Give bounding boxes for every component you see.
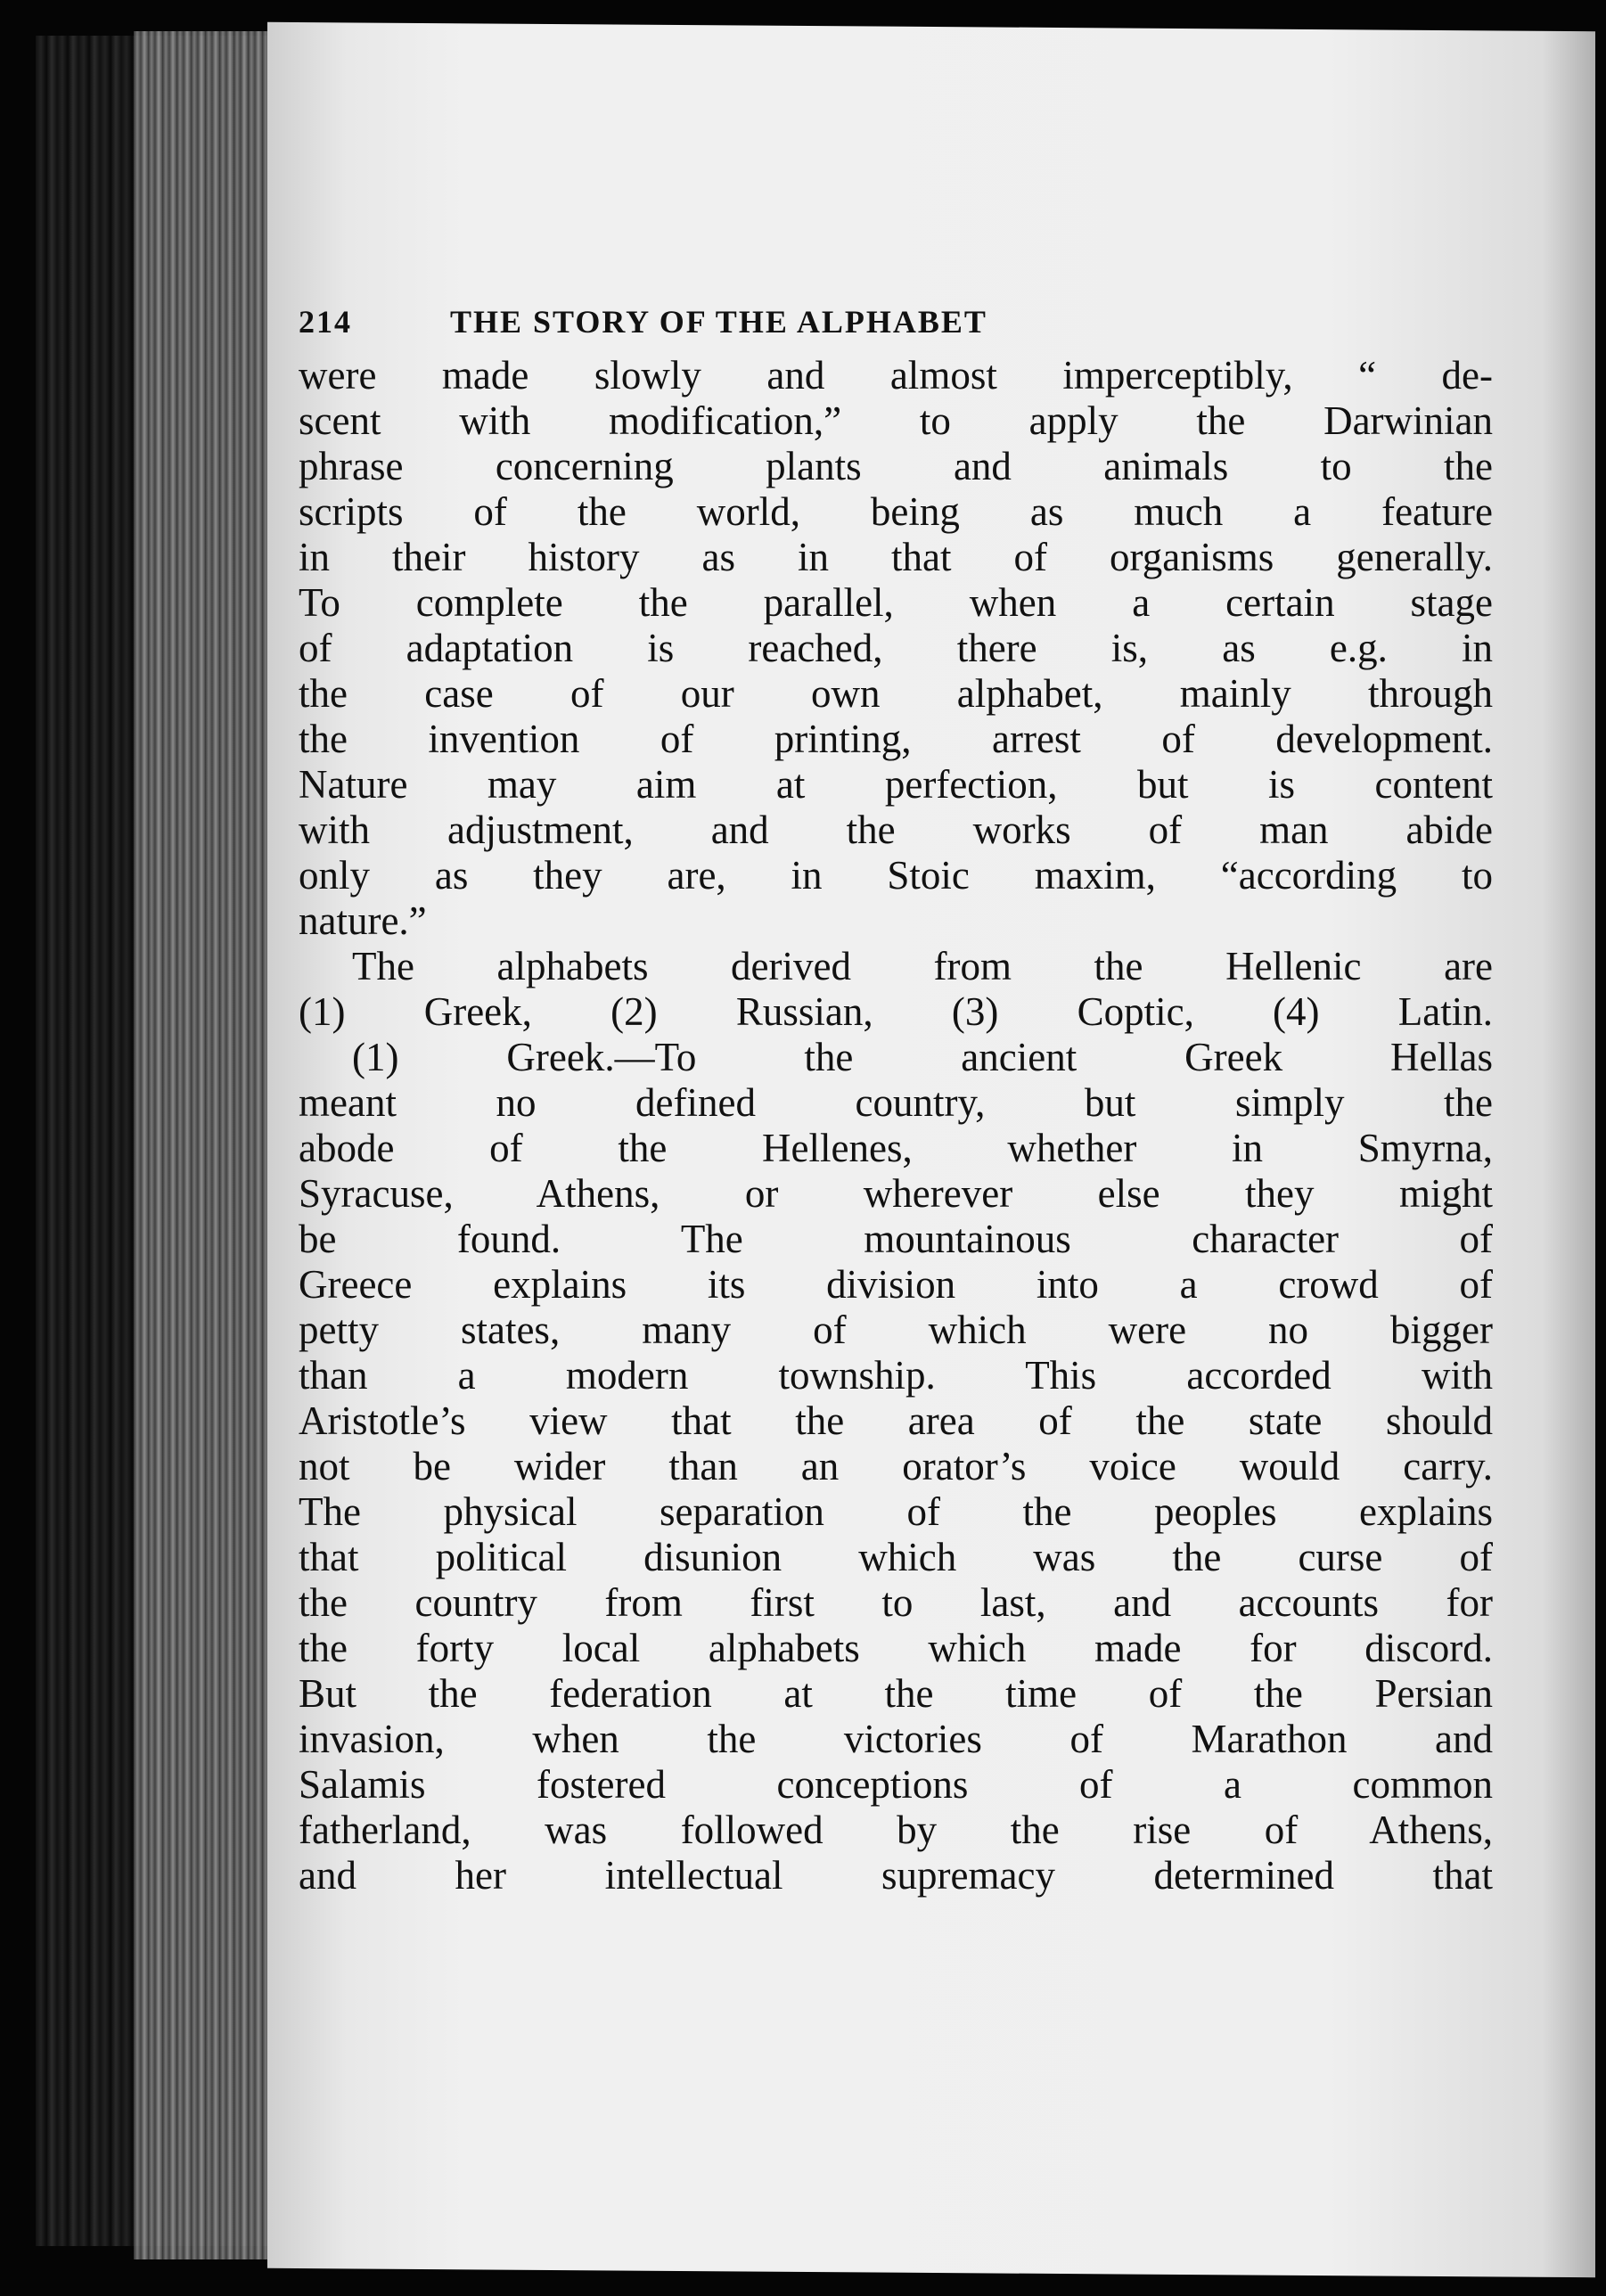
text-line: (1) Greek, (2) Russian, (3) Coptic, (4) Latin. bbox=[299, 989, 1493, 1034]
text-line: only as they are, in Stoic maxim, “according to bbox=[299, 853, 1493, 898]
text-line: with adjustment, and the works of man abide bbox=[299, 808, 1493, 852]
text-line: in their history as in that of organisms generally. bbox=[299, 535, 1493, 579]
text-line: the forty local alphabets which made for discord. bbox=[299, 1626, 1493, 1670]
text-line: phrase concerning plants and animals to the bbox=[299, 444, 1493, 488]
text-line: scripts of the world, being as much a feature bbox=[299, 489, 1493, 534]
text-line: the invention of printing, arrest of development. bbox=[299, 717, 1493, 761]
text-line: meant no defined country, but simply the bbox=[299, 1080, 1493, 1125]
text-line: the country from first to last, and accounts for bbox=[299, 1580, 1493, 1625]
text-line: fatherland, was followed by the rise of Athens, bbox=[299, 1808, 1493, 1852]
text-line: petty states, many of which were no bigger bbox=[299, 1308, 1493, 1352]
text-line: than a modern township. This accorded with bbox=[299, 1353, 1493, 1398]
page-content bbox=[299, 303, 1493, 1898]
text-line: of adaptation is reached, there is, as e.g. in bbox=[299, 626, 1493, 670]
text-line: But the federation at the time of the Persian bbox=[299, 1671, 1493, 1716]
text-line: scent with modification,” to apply the Darwinian bbox=[299, 398, 1493, 443]
text-line: not be wider than an orator’s voice would carry. bbox=[299, 1444, 1493, 1488]
text-line: be found. The mountainous character of bbox=[299, 1217, 1493, 1261]
running-head-title: THE STORY OF THE ALPHABET bbox=[450, 304, 987, 340]
text-line: invasion, when the victories of Marathon and bbox=[299, 1717, 1493, 1761]
text-line: (1) Greek.—To the ancient Greek Hellas bbox=[352, 1035, 1493, 1079]
text-line: The alphabets derived from the Hellenic are bbox=[352, 944, 1493, 988]
text-line: To complete the parallel, when a certain stage bbox=[299, 580, 1493, 625]
text-line: Nature may aim at perfection, but is content bbox=[299, 762, 1493, 807]
text-line: Salamis fostered conceptions of a common bbox=[299, 1762, 1493, 1807]
text-line: were made slowly and almost imperceptibly, “ de- bbox=[299, 353, 1493, 398]
page-number: 214 bbox=[299, 304, 352, 340]
body-text bbox=[299, 353, 1493, 1898]
text-line: Greece explains its division into a crowd of bbox=[299, 1262, 1493, 1307]
text-line: that political disunion which was the curse of bbox=[299, 1535, 1493, 1579]
text-line: Syracuse, Athens, or wherever else they might bbox=[299, 1171, 1493, 1216]
running-header bbox=[299, 303, 1493, 340]
text-line: The physical separation of the peoples explains bbox=[299, 1489, 1493, 1534]
text-line: the case of our own alphabet, mainly through bbox=[299, 671, 1493, 716]
text-line: abode of the Hellenes, whether in Smyrna, bbox=[299, 1126, 1493, 1170]
text-line: Aristotle’s view that the area of the state should bbox=[299, 1398, 1493, 1443]
text-line: nature.” bbox=[299, 898, 427, 943]
text-line: and her intellectual supremacy determined that bbox=[299, 1853, 1493, 1898]
